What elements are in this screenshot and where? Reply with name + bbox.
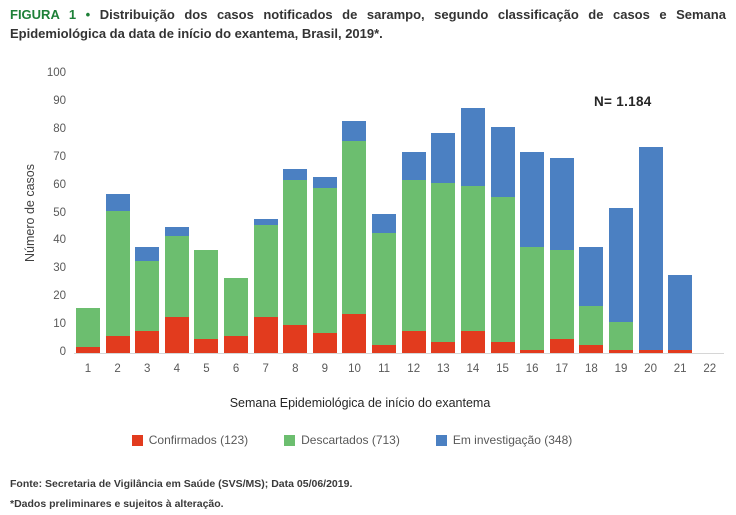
bar-segment-descartados-week-14 (461, 186, 485, 331)
bar-segment-descartados-week-10 (342, 141, 366, 314)
bar-segment-confirmados-week-7 (254, 317, 278, 353)
title-bullet-icon: • (85, 7, 91, 22)
bar-segment-em-investigacao-week-17 (550, 158, 574, 250)
y-tick-label-70: 70 (53, 150, 66, 163)
bar-week-7 (254, 74, 278, 375)
x-tick-label-3: 3 (144, 363, 151, 375)
x-tick-label-9: 9 (321, 363, 329, 375)
chart-legend (0, 433, 704, 447)
bar-segment-confirmados-week-10 (342, 314, 366, 353)
bar-week-16 (520, 74, 544, 375)
x-tick-label-18: 18 (584, 363, 598, 375)
bar-week-5 (194, 74, 218, 375)
bar-segment-confirmados-week-18 (579, 345, 603, 353)
legend-item-em-investigacao (436, 433, 572, 447)
bar-segment-descartados-week-16 (520, 247, 544, 350)
bar-segment-em-investigacao-week-13 (431, 133, 455, 183)
bar-week-3 (135, 74, 159, 375)
legend-label-descartados: Descartados (713) (301, 433, 400, 447)
bar-segment-descartados-week-19 (609, 322, 633, 350)
bar-segment-descartados-week-5 (194, 250, 218, 339)
bar-segment-descartados-week-3 (135, 261, 159, 331)
bar-segment-em-investigacao-week-3 (135, 247, 159, 261)
y-axis-title: Número de casos (23, 164, 37, 262)
bar-segment-descartados-week-13 (431, 183, 455, 342)
bar-segment-descartados-week-18 (579, 306, 603, 345)
legend-label-confirmados: Confirmados (123) (148, 433, 249, 447)
bar-segment-descartados-week-8 (283, 180, 307, 325)
bar-week-11 (372, 74, 396, 375)
bar-segment-confirmados-week-11 (372, 345, 396, 353)
bar-week-18 (579, 74, 603, 375)
bar-week-1 (76, 74, 100, 375)
x-tick-label-17: 17 (555, 363, 569, 375)
bar-segment-descartados-week-17 (550, 250, 574, 339)
x-tick-label-15: 15 (496, 363, 509, 375)
bar-week-10 (342, 74, 366, 375)
x-axis-title: Semana Epidemiológica de início do exantema (229, 396, 491, 410)
bar-segment-descartados-week-15 (491, 197, 515, 342)
x-tick-label-7: 7 (262, 363, 269, 375)
bar-segment-descartados-week-9 (313, 188, 337, 333)
bar-week-13 (431, 74, 455, 375)
x-tick-label-1: 1 (84, 363, 92, 375)
bar-segment-em-investigacao-week-2 (106, 194, 130, 211)
bar-segment-descartados-week-12 (402, 180, 426, 331)
y-tick-label-60: 60 (53, 178, 66, 191)
bar-week-12 (402, 74, 426, 375)
y-tick-label-90: 90 (53, 94, 66, 107)
total-n-annotation: N= 1.184 (594, 94, 652, 109)
bar-segment-confirmados-week-6 (224, 336, 248, 353)
bar-week-19 (609, 74, 633, 375)
y-tick-label-100: 100 (46, 67, 66, 79)
x-tick-label-22: 22 (703, 363, 717, 375)
bar-segment-confirmados-week-14 (461, 331, 485, 353)
bar-segment-em-investigacao-week-12 (402, 152, 426, 180)
bar-segment-confirmados-week-15 (491, 342, 515, 353)
bar-segment-descartados-week-7 (254, 225, 278, 317)
bar-week-9 (313, 74, 337, 375)
x-tick-label-13: 13 (436, 363, 450, 375)
x-tick-label-19: 19 (614, 363, 628, 375)
bar-segment-descartados-week-6 (224, 278, 248, 337)
y-tick-label-10: 10 (53, 318, 66, 331)
bar-segment-confirmados-week-12 (402, 331, 426, 353)
bar-segment-confirmados-week-4 (165, 317, 189, 353)
bar-week-21 (668, 74, 692, 375)
x-tick-label-8: 8 (292, 363, 299, 375)
x-tick-label-12: 12 (407, 363, 421, 375)
bar-segment-em-investigacao-week-10 (342, 121, 366, 141)
bar-segment-descartados-week-1 (76, 308, 100, 347)
bar-segment-confirmados-week-3 (135, 331, 159, 353)
y-tick-label-50: 50 (53, 206, 66, 219)
x-tick-label-20: 20 (644, 363, 657, 375)
bar-segment-em-investigacao-week-16 (520, 152, 544, 247)
bar-segment-em-investigacao-week-11 (372, 214, 396, 234)
bar-segment-confirmados-week-17 (550, 339, 574, 353)
bar-week-6 (224, 74, 248, 375)
bar-segment-descartados-week-2 (106, 211, 130, 337)
bar-segment-em-investigacao-week-14 (461, 108, 485, 186)
x-tick-label-2: 2 (114, 363, 121, 375)
x-axis-line (74, 353, 724, 354)
y-tick-label-40: 40 (53, 234, 66, 247)
x-tick-label-14: 14 (466, 363, 480, 375)
legend-label-em-investigacao: Em investigação (348) (452, 433, 573, 447)
bar-segment-em-investigacao-week-15 (491, 127, 515, 197)
x-tick-label-5: 5 (203, 363, 210, 375)
bar-segment-confirmados-week-2 (106, 336, 130, 353)
y-tick-label-20: 20 (53, 290, 66, 303)
bar-week-22 (698, 74, 722, 375)
bar-week-8 (283, 74, 307, 375)
bar-week-15 (491, 74, 515, 375)
bar-week-20 (639, 74, 663, 375)
figure-title-text1: Distribuição dos casos notificados de sarampo, segundo classificação de casos e Semana (99, 7, 726, 22)
bar-segment-confirmados-week-13 (431, 342, 455, 353)
bar-week-17 (550, 74, 574, 375)
bar-segment-em-investigacao-week-4 (165, 227, 189, 235)
legend-swatch-icon-descartados (284, 435, 295, 446)
bar-segment-em-investigacao-week-21 (668, 275, 692, 350)
figure-title (10, 5, 726, 43)
bar-segment-descartados-week-11 (372, 233, 396, 345)
x-tick-label-11: 11 (378, 363, 391, 375)
bar-week-14 (461, 74, 485, 375)
y-tick-label-0: 0 (59, 346, 66, 358)
bar-segment-em-investigacao-week-18 (579, 247, 603, 306)
x-tick-label-10: 10 (348, 363, 361, 375)
bar-segment-confirmados-week-5 (194, 339, 218, 353)
bar-segment-em-investigacao-week-19 (609, 208, 633, 322)
bar-segment-em-investigacao-week-8 (283, 169, 307, 180)
legend-swatch-icon-confirmados (132, 435, 143, 446)
legend-item-confirmados (132, 433, 248, 447)
figure-title-line1 (10, 5, 726, 24)
plot-area (76, 74, 722, 375)
bar-segment-confirmados-week-8 (283, 325, 307, 353)
y-tick-label-30: 30 (53, 262, 66, 275)
legend-item-descartados (284, 433, 400, 447)
preliminary-note: *Dados preliminares e sujeitos à alteração. (10, 498, 224, 510)
x-tick-label-21: 21 (673, 363, 687, 375)
bar-segment-em-investigacao-week-20 (639, 147, 663, 351)
bar-week-2 (106, 74, 130, 375)
source-note: Fonte: Secretaria de Vigilância em Saúde (SVS/MS); Data 05/06/2019. (10, 478, 353, 490)
bar-segment-em-investigacao-week-9 (313, 177, 337, 188)
figure-title-line2: Epidemiológica da data de início do exantema, Brasil, 2019*. (10, 26, 383, 41)
bar-segment-confirmados-week-9 (313, 333, 337, 353)
figure-label: FIGURA 1 (10, 7, 77, 22)
x-tick-label-6: 6 (232, 363, 240, 375)
x-tick-label-4: 4 (173, 363, 181, 375)
y-tick-label-80: 80 (53, 122, 66, 135)
bar-week-4 (165, 74, 189, 375)
bar-segment-descartados-week-4 (165, 236, 189, 317)
x-tick-label-16: 16 (525, 363, 539, 375)
legend-swatch-icon-em-investigacao (436, 435, 447, 446)
